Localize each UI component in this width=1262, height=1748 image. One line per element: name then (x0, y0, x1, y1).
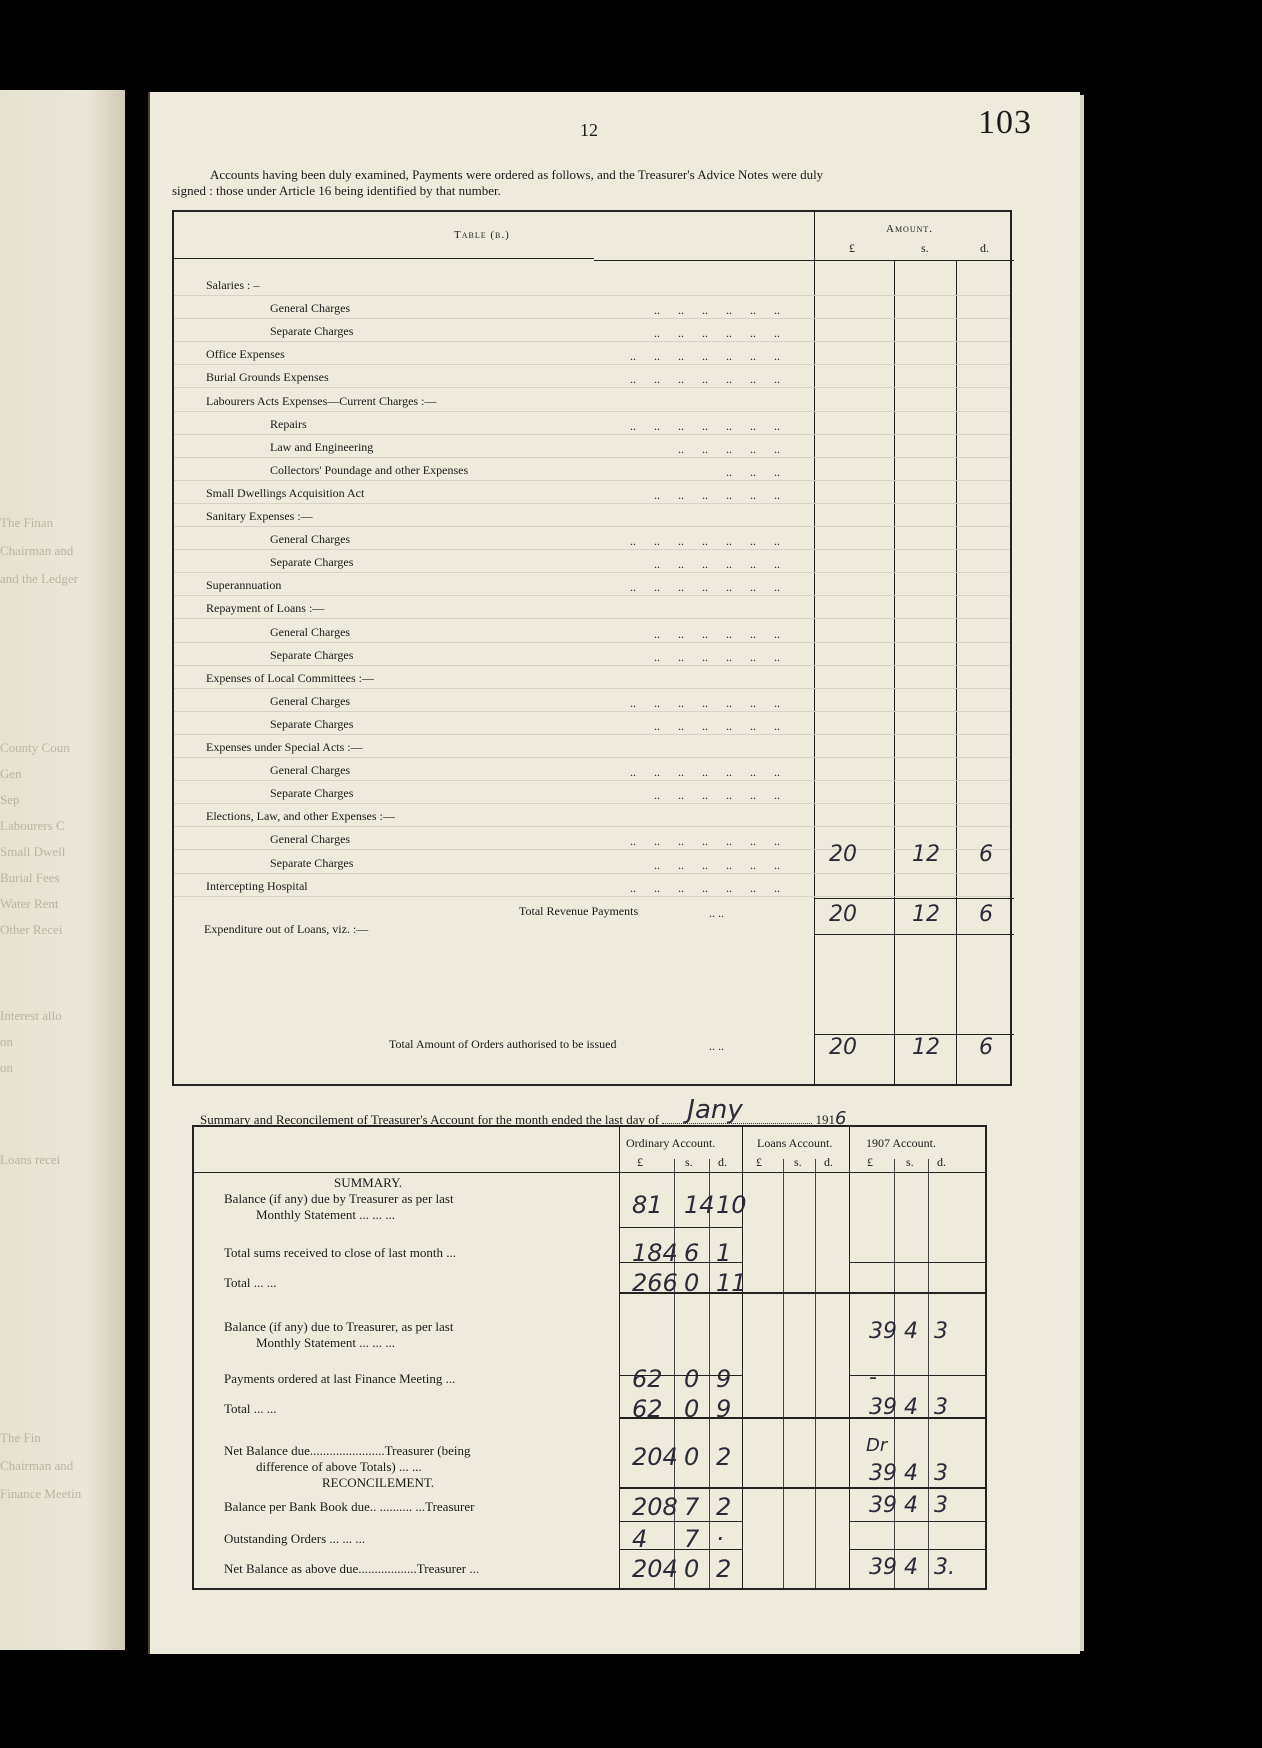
ordinary-value: 184 (632, 1239, 678, 1267)
account-1907-value: 4 (904, 1319, 918, 1344)
ordinary-row-rule (619, 1262, 742, 1263)
ordinary-value: 2 (716, 1555, 732, 1583)
header-rule (194, 1172, 985, 1173)
table-b-row-rule (174, 711, 1010, 712)
left-fragment: Burial Fees (0, 870, 60, 885)
ordinary-value: 2 (716, 1443, 732, 1471)
account-1907-row-rule (849, 1262, 985, 1263)
ordinary-value: 11 (716, 1269, 747, 1297)
subheader-s: s. (794, 1155, 802, 1169)
table-b-row-dots: .. .. .. .. .. .. .. (630, 534, 780, 549)
table-b-row-rule (174, 572, 1010, 573)
1907-s-rule (894, 1159, 895, 1588)
account-1907-value: 3 (934, 1493, 948, 1518)
left-fragment: Chairman and (0, 543, 74, 558)
left-fragment: Sep (0, 792, 20, 807)
ordinary-value: 10 (716, 1191, 747, 1219)
left-fragment: Finance Meetin (0, 1486, 82, 1501)
table-b-row-label: General Charges (270, 624, 351, 639)
subheader-d: d. (937, 1155, 946, 1169)
1907-col-rule (849, 1127, 850, 1588)
account-1907-value: 39 (869, 1493, 897, 1518)
summary-row-label: Balance per Bank Book due.. .......... ...Treasurer (224, 1499, 475, 1514)
ordinary-row-rule (619, 1375, 742, 1376)
total-orders-pence: 6 (979, 1035, 993, 1060)
ordinary-value: 7 (684, 1493, 700, 1521)
table-b-row-label: Superannuation (206, 578, 282, 593)
table-b-row-rule (174, 803, 1010, 804)
ordinary-value: 62 (632, 1365, 663, 1393)
account-1907-row-rule (849, 1487, 985, 1488)
summary-month: Jany (687, 1095, 743, 1125)
summary-row-label-2: Monthly Statement ... ... ... (256, 1207, 396, 1222)
table-b-row-rule (174, 688, 1010, 689)
table-b-row-label: General Charges (270, 693, 351, 708)
folio-number: 103 (978, 104, 1032, 141)
table-b-row-rule (174, 480, 1010, 481)
ordinary-value: 62 (632, 1395, 663, 1423)
ordinary-value: 0 (684, 1555, 700, 1583)
total-revenue-label: Total Revenue Payments (519, 904, 639, 918)
table-b-row-label: General Charges (270, 763, 351, 778)
table-b-row-dots: .. .. .. .. .. .. (654, 303, 780, 318)
subheader-l: £ (637, 1155, 643, 1169)
table-b-row-rule (174, 457, 1010, 458)
ordinary-value: 9 (716, 1395, 732, 1423)
ordinary-row-rule (619, 1521, 742, 1522)
account-1907-value: 3 (934, 1319, 948, 1344)
ordinary-value: 266 (632, 1269, 678, 1297)
pence-header: d. (980, 241, 989, 255)
table-b-row-rule (174, 526, 1010, 527)
summary-row-label: Total ... ... (224, 1275, 277, 1290)
summary-row-label: Net Balance as above due..................Treasurer ... (224, 1561, 480, 1576)
table-b-row-label: Intercepting Hospital (206, 878, 308, 893)
summary-row-label: Payments ordered at last Finance Meeting ... (224, 1371, 456, 1386)
left-fragment: The Finan (0, 515, 54, 530)
ordinary-col-rule (619, 1127, 620, 1588)
ordinary-value: 2 (716, 1493, 732, 1521)
account-1907-row-rule (849, 1521, 985, 1522)
table-b-row-dots: .. .. .. .. .. .. (654, 857, 780, 872)
table-b-row-label: Small Dwellings Acquisition Act (206, 485, 365, 500)
account-1907-row-rule (849, 1549, 985, 1550)
ordinary-value: 0 (684, 1395, 700, 1423)
loans-account-header: Loans Account. (757, 1136, 833, 1150)
1907-d-rule (928, 1159, 929, 1588)
table-b-row-label: Salaries : – (206, 278, 260, 292)
table-b-row-rule (174, 849, 1010, 850)
table-b-row-rule (174, 780, 1010, 781)
table-b-row-label: Repairs (270, 416, 307, 431)
table-b-row-rule (174, 665, 1010, 666)
ordinary-value: 81 (632, 1191, 663, 1219)
account-1907-row-rule (849, 1292, 985, 1293)
summary-year-suffix: 6 (835, 1108, 847, 1129)
total-rule (814, 898, 1014, 899)
total-orders-dots: .. .. (709, 1039, 724, 1053)
table-b-row-label: General Charges (270, 532, 351, 547)
account-1907-value: 39 (869, 1319, 897, 1344)
header-rule (174, 258, 594, 259)
left-fragment: Labourers C (0, 818, 65, 833)
table-b-row-rule (174, 642, 1010, 643)
ordinary-row-rule (619, 1549, 742, 1550)
account-1907-value: 39 (869, 1461, 897, 1486)
table-b-row-label: Expenses under Special Acts :— (206, 740, 363, 754)
account-1907-value: 39 (869, 1555, 897, 1580)
left-fragment: Interest allo (0, 1008, 62, 1023)
separate-charges-shillings: 12 (912, 842, 940, 867)
table-b (172, 210, 1012, 1086)
summary-row-label: Balance (if any) due by Treasurer as per last (224, 1191, 454, 1206)
subheader-l: £ (867, 1155, 873, 1169)
left-fragment: on (0, 1034, 13, 1049)
ordinary-row-rule (619, 1227, 742, 1228)
subheader-s: s. (906, 1155, 914, 1169)
table-b-row-rule (174, 757, 1010, 758)
left-fragment: and the Ledger (0, 571, 78, 586)
table-b-row-rule (174, 364, 1010, 365)
table-b-row-label: Separate Charges (270, 716, 354, 731)
account-1907-value: 39 (869, 1395, 897, 1420)
account-1907-value: 3 (934, 1395, 948, 1420)
table-b-row-label: Separate Charges (270, 555, 354, 570)
total-revenue-dots: .. .. (709, 906, 724, 920)
left-fragment: The Fin (0, 1430, 41, 1445)
summary-row-label: Balance (if any) due to Treasurer, as per last (224, 1319, 454, 1334)
ordinary-value: 9 (716, 1365, 732, 1393)
shillings-divider (894, 260, 895, 1084)
left-fragment: Water Rent (0, 896, 59, 911)
ordinary-value: · (716, 1525, 724, 1553)
reconcilement-heading: RECONCILEMENT. (322, 1475, 435, 1490)
separate-charges-pence: 6 (979, 842, 993, 867)
table-b-row-rule (174, 503, 1010, 504)
table-b-row-dots: .. .. .. .. .. .. .. (630, 834, 780, 849)
left-fragment: Loans recei (0, 1152, 61, 1167)
ordinary-value: 6 (684, 1239, 700, 1267)
amount-header: Amount. (886, 223, 934, 235)
total-revenue-shillings: 12 (912, 902, 940, 927)
loans-d-rule (815, 1159, 816, 1588)
separate-charges-pounds: 20 (829, 842, 857, 867)
table-b-row-label: Burial Grounds Expenses (206, 370, 329, 385)
total-revenue-pounds: 20 (829, 902, 857, 927)
table-b-row-dots: .. .. .. .. .. .. (654, 326, 780, 341)
account-1907-value: 4 (904, 1395, 918, 1420)
table-b-row-dots: .. .. .. .. .. .. (654, 487, 780, 502)
table-b-row-rule (174, 341, 1010, 342)
amount-divider (814, 212, 815, 1084)
table-b-row-rule (174, 618, 1010, 619)
table-b-row-rule (174, 549, 1010, 550)
total-revenue-pence: 6 (979, 902, 993, 927)
summary-year-prefix: 191 (815, 1112, 836, 1127)
table-b-row-dots: .. .. .. .. .. .. (654, 718, 780, 733)
ordinary-account-header: Ordinary Account. (626, 1136, 716, 1150)
summary-title-text: Summary and Reconcilement of Treasurer's Account for the month ended the last day of (200, 1112, 660, 1127)
table-b-row-dots: .. .. .. .. .. .. .. (630, 418, 780, 433)
subheader-l: £ (756, 1155, 762, 1169)
account-1907-row-rule (849, 1417, 985, 1418)
table-b-row-rule (174, 387, 1010, 388)
ord-s-rule (674, 1159, 675, 1588)
total-orders-shillings: 12 (912, 1035, 940, 1060)
left-fragment: Other Recei (0, 922, 63, 937)
table-b-row-label: General Charges (270, 832, 351, 847)
table-b-row-dots: .. .. .. .. .. .. (654, 626, 780, 641)
ordinary-value: 208 (632, 1493, 678, 1521)
ord-d-rule (709, 1159, 710, 1588)
account-1907-value: 3. (934, 1555, 955, 1580)
page-number: 12 (580, 120, 598, 140)
pounds-header: £ (849, 241, 855, 255)
total-rule (814, 934, 1014, 935)
left-fragment: on (0, 1060, 13, 1075)
table-b-row-rule (174, 826, 1010, 827)
total-orders-pounds: 20 (829, 1035, 857, 1060)
summary-row-label: Net Balance due.......................Treasurer (being (224, 1443, 471, 1458)
ordinary-value: 4 (632, 1525, 648, 1553)
table-b-row-label: Repayment of Loans :— (206, 601, 325, 616)
summary-row-label: Total ... ... (224, 1401, 277, 1416)
header-rule (594, 260, 1014, 261)
table-b-row-rule (174, 434, 1010, 435)
ordinary-value: 0 (684, 1269, 700, 1297)
ordinary-value: 0 (684, 1443, 700, 1471)
table-b-row-dots: .. .. .. .. .. .. .. (630, 880, 780, 895)
intro-text (172, 167, 1037, 199)
ordinary-value: 0 (684, 1365, 700, 1393)
left-fragment: Gen (0, 766, 22, 781)
account-1907-value: 4 (904, 1493, 918, 1518)
table-b-row-dots: .. .. .. .. .. .. .. (630, 372, 780, 387)
left-fragment: Chairman and (0, 1458, 74, 1473)
table-b-row-dots: .. .. .. (726, 464, 780, 479)
intro-line: signed : those under Article 16 being identified by that number. (172, 183, 501, 198)
table-b-row-label: Separate Charges (270, 786, 354, 801)
ordinary-value: 204 (632, 1555, 678, 1583)
table-b-row-label: Separate Charges (270, 647, 354, 662)
left-fragment: Small Dwell (0, 844, 66, 859)
shillings-header: s. (921, 241, 929, 255)
ordinary-value: 204 (632, 1443, 678, 1471)
table-b-row-label: Collectors' Poundage and other Expenses (270, 462, 469, 477)
table-b-row-dots: .. .. .. .. .. .. (654, 788, 780, 803)
subheader-s: s. (685, 1155, 693, 1169)
account-1907-value: 3 (934, 1461, 948, 1486)
table-b-row-rule (174, 734, 1010, 735)
table-title: Table (b.) (454, 229, 510, 241)
summary-table (192, 1125, 987, 1590)
table-b-row-label: Separate Charges (270, 855, 354, 870)
table-b-row-dots: .. .. .. .. .. .. (654, 557, 780, 572)
table-b-row-label: Labourers Acts Expenses—Current Charges :— (206, 393, 437, 408)
summary-row-label-2: Monthly Statement ... ... ... (256, 1335, 396, 1350)
total-orders-label: Total Amount of Orders authorised to be issued (389, 1037, 617, 1051)
ordinary-value: 1 (716, 1239, 732, 1267)
ordinary-value: 14 (684, 1191, 715, 1219)
account-1907-note: Dr (866, 1435, 888, 1456)
table-b-row-label: Separate Charges (270, 324, 354, 339)
intro-line: Accounts having been duly examined, Payments were ordered as follows, and the Treasurer's Advice Notes were duly (210, 167, 824, 182)
table-b-row-dots: .. .. .. .. .. .. .. (630, 349, 780, 364)
account-1907-row-rule (849, 1375, 985, 1376)
account-1907-value: 4 (904, 1555, 918, 1580)
table-b-row-label: General Charges (270, 301, 351, 316)
account-1907-header: 1907 Account. (866, 1136, 936, 1150)
ordinary-value: 7 (684, 1525, 700, 1553)
table-b-row-dots: .. .. .. .. .. .. .. (630, 765, 780, 780)
summary-row-label: Outstanding Orders ... ... ... (224, 1531, 366, 1546)
table-b-row-rule (174, 873, 1010, 874)
left-facing-page (0, 90, 125, 1650)
table-b-row-dots: .. .. .. .. .. .. .. (630, 580, 780, 595)
summary-row-label-2: difference of above Totals) ... ... (256, 1459, 422, 1474)
table-b-row-label: Office Expenses (206, 347, 285, 362)
table-b-row-rule (174, 896, 1010, 897)
table-b-row-label: Expenses of Local Committees :— (206, 670, 374, 685)
left-fragment: County Coun (0, 740, 70, 755)
pence-divider (956, 260, 957, 1084)
loans-label: Expenditure out of Loans, viz. :— (204, 922, 369, 936)
table-b-row-label: Law and Engineering (270, 439, 374, 454)
table-b-row-rule (174, 295, 1010, 296)
month-field (662, 1095, 812, 1125)
table-b-row-rule (174, 595, 1010, 596)
table-b-row-label: Sanitary Expenses :— (206, 509, 313, 523)
subheader-d: d. (824, 1155, 833, 1169)
table-b-row-rule (174, 318, 1010, 319)
table-b-row-dots: .. .. .. .. .. .. .. (630, 695, 780, 710)
table-b-row-dots: .. .. .. .. .. (678, 441, 780, 456)
account-1907-value: - (869, 1365, 877, 1390)
account-1907-value: 4 (904, 1461, 918, 1486)
summary-row-label: Total sums received to close of last month ... (224, 1245, 456, 1260)
table-b-row-rule (174, 411, 1010, 412)
loans-s-rule (783, 1159, 784, 1588)
subheader-d: d. (718, 1155, 727, 1169)
table-b-row-dots: .. .. .. .. .. .. (654, 649, 780, 664)
summary-heading: SUMMARY. (334, 1175, 403, 1190)
table-b-row-label: Elections, Law, and other Expenses :— (206, 809, 395, 824)
